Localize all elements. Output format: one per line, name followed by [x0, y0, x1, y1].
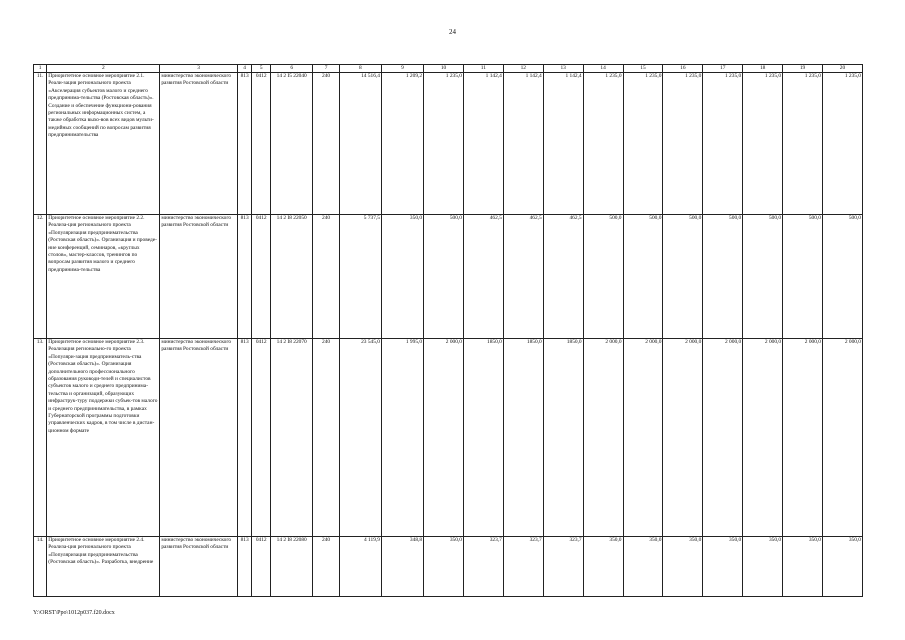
column-header-12: 12 — [503, 65, 543, 73]
column-header-8: 8 — [339, 65, 381, 73]
column-header-20: 20 — [822, 65, 862, 73]
budget-table — [33, 64, 863, 597]
amount-cell: 1850,0 — [543, 339, 583, 537]
budget-code-section: 0412 — [252, 73, 271, 215]
budget-code-grbs: 813 — [237, 215, 251, 339]
column-header-1: 1 — [34, 65, 47, 73]
table-row — [34, 73, 863, 215]
amount-cell: 500,0 — [424, 215, 464, 339]
amount-cell: 1 142,4 — [463, 73, 503, 215]
column-header-10: 10 — [424, 65, 464, 73]
page-number: 24 — [449, 28, 456, 36]
amount-cell: 350,0 — [703, 537, 743, 597]
column-header-3: 3 — [160, 65, 238, 73]
budget-code-expense-type: 240 — [313, 537, 340, 597]
budget-code-grbs: 813 — [237, 339, 251, 537]
amount-cell: 14 516,4 — [339, 73, 381, 215]
column-header-5: 5 — [252, 65, 271, 73]
amount-cell: 1 235,0 — [663, 73, 703, 215]
amount-cell: 1 235,0 — [424, 73, 464, 215]
column-header-4: 4 — [237, 65, 251, 73]
column-header-19: 19 — [783, 65, 823, 73]
amount-cell: 350,0 — [822, 537, 862, 597]
amount-cell: 2 000,0 — [583, 339, 623, 537]
amount-cell: 1 209,2 — [381, 73, 423, 215]
amount-cell: 462,5 — [503, 215, 543, 339]
budget-code-section: 0412 — [252, 339, 271, 537]
column-header-7: 7 — [313, 65, 340, 73]
budget-code-section: 0412 — [252, 215, 271, 339]
event-description: Приоритетное основное мероприятие 2.4. Реализа-ция регионального проекта «Популяризация предпринимательства (Ростовская область)». Разработка, внедрение — [47, 537, 160, 597]
column-header-13: 13 — [543, 65, 583, 73]
amount-cell: 2 000,0 — [623, 339, 663, 537]
amount-cell: 350,0 — [623, 537, 663, 597]
amount-cell: 350,0 — [783, 537, 823, 597]
amount-cell: 500,0 — [743, 215, 783, 339]
amount-cell: 350,0 — [381, 215, 423, 339]
event-description: Приоритетное основное мероприятие 2.1. Реали-зация регионального проекта «Акселерация субъектов малого и среднего предпринима-тельства (Ростовская область)». Создание и обеспечение функциони-рования региональных информационных систем, а также обработка выхо-вов всех видов мульти-медийных сообщений по вопросам развития предпринимательства — [47, 73, 160, 215]
column-header-18: 18 — [743, 65, 783, 73]
amount-cell: 1 235,0 — [583, 73, 623, 215]
row-number: 13. — [34, 339, 47, 537]
executor: министерство экономического развития Ростовской области — [160, 215, 238, 339]
column-header-17: 17 — [703, 65, 743, 73]
table-row — [34, 215, 863, 339]
budget-code-target: 14 2 I8 22050 — [271, 215, 313, 339]
amount-cell: 1 235,0 — [703, 73, 743, 215]
amount-cell: 350,0 — [583, 537, 623, 597]
column-header-9: 9 — [381, 65, 423, 73]
amount-cell: 4 119,9 — [339, 537, 381, 597]
amount-cell: 500,0 — [822, 215, 862, 339]
amount-cell: 1850,0 — [503, 339, 543, 537]
column-header-6: 6 — [271, 65, 313, 73]
column-header-11: 11 — [463, 65, 503, 73]
amount-cell: 1 142,4 — [543, 73, 583, 215]
budget-code-target: 14 2 I8 22070 — [271, 339, 313, 537]
column-header-14: 14 — [583, 65, 623, 73]
amount-cell: 1 235,0 — [743, 73, 783, 215]
executor: министерство экономического развития Ростовской области — [160, 73, 238, 215]
amount-cell: 348,8 — [381, 537, 423, 597]
budget-code-grbs: 813 — [237, 537, 251, 597]
budget-code-expense-type: 240 — [313, 215, 340, 339]
amount-cell: 323,7 — [543, 537, 583, 597]
table-row — [34, 537, 863, 597]
amount-cell: 500,0 — [663, 215, 703, 339]
executor: министерство экономического развития Ростовской области — [160, 339, 238, 537]
row-number: 14. — [34, 537, 47, 597]
amount-cell: 2 000,0 — [424, 339, 464, 537]
amount-cell: 500,0 — [623, 215, 663, 339]
amount-cell: 23 545,0 — [339, 339, 381, 537]
amount-cell: 323,7 — [503, 537, 543, 597]
budget-code-grbs: 813 — [237, 73, 251, 215]
amount-cell: 2 000,0 — [663, 339, 703, 537]
budget-code-section: 0412 — [252, 537, 271, 597]
amount-cell: 2 000,0 — [822, 339, 862, 537]
table-row — [34, 339, 863, 537]
event-description: Приоритетное основное мероприятие 2.3. Реализация регионально-го проекта «Популяри-зация предприниматель-ства (Ростовская область)». Организация дополнительного профессионального образования руководи-телей и специалистов субъектов малого и среднего предпринима-тельства и организаций, образующих инфраструк-туру поддержки субъек-тов малого и среднего предпринимательства, в рамках Губернаторской программы подготовки управленческих кадров, в том числе в дистан-ционном формате — [47, 339, 160, 537]
budget-code-expense-type: 240 — [313, 339, 340, 537]
column-header-16: 16 — [663, 65, 703, 73]
budget-code-target: 14 2 I8 22080 — [271, 537, 313, 597]
row-number: 11. — [34, 73, 47, 215]
amount-cell: 5 737,5 — [339, 215, 381, 339]
amount-cell: 323,7 — [463, 537, 503, 597]
amount-cell: 1 235,0 — [822, 73, 862, 215]
amount-cell: 1 235,0 — [623, 73, 663, 215]
amount-cell: 1 142,4 — [503, 73, 543, 215]
column-header-2: 2 — [47, 65, 160, 73]
event-description: Приоритетное основное мероприятие 2.2. Реализа-ция регионального проекта «Популяризация предпринимательства (Ростовская область)». Организация и проведе-ние конференций, семинаров, «круглых столов», мастер-классов, тренингов по вопросам развития малого и среднего предпринима-тельства — [47, 215, 160, 339]
amount-cell: 2 000,0 — [703, 339, 743, 537]
amount-cell: 462,5 — [543, 215, 583, 339]
row-number: 12. — [34, 215, 47, 339]
amount-cell: 2 000,0 — [743, 339, 783, 537]
executor: министерство экономического развития Ростовской области — [160, 537, 238, 597]
amount-cell: 500,0 — [783, 215, 823, 339]
amount-cell: 500,0 — [583, 215, 623, 339]
amount-cell: 350,0 — [424, 537, 464, 597]
amount-cell: 2 000,0 — [783, 339, 823, 537]
budget-code-expense-type: 240 — [313, 73, 340, 215]
footer-file-path: Y:\ORST\Ppo\1012p037.f20.docx — [33, 610, 115, 616]
amount-cell: 462,5 — [463, 215, 503, 339]
amount-cell: 1850,0 — [463, 339, 503, 537]
amount-cell: 350,0 — [743, 537, 783, 597]
header-row — [34, 65, 863, 73]
column-header-15: 15 — [623, 65, 663, 73]
budget-code-target: 14 2 I5 22040 — [271, 73, 313, 215]
amount-cell: 1 995,0 — [381, 339, 423, 537]
amount-cell: 350,0 — [663, 537, 703, 597]
amount-cell: 500,0 — [703, 215, 743, 339]
amount-cell: 1 235,0 — [783, 73, 823, 215]
